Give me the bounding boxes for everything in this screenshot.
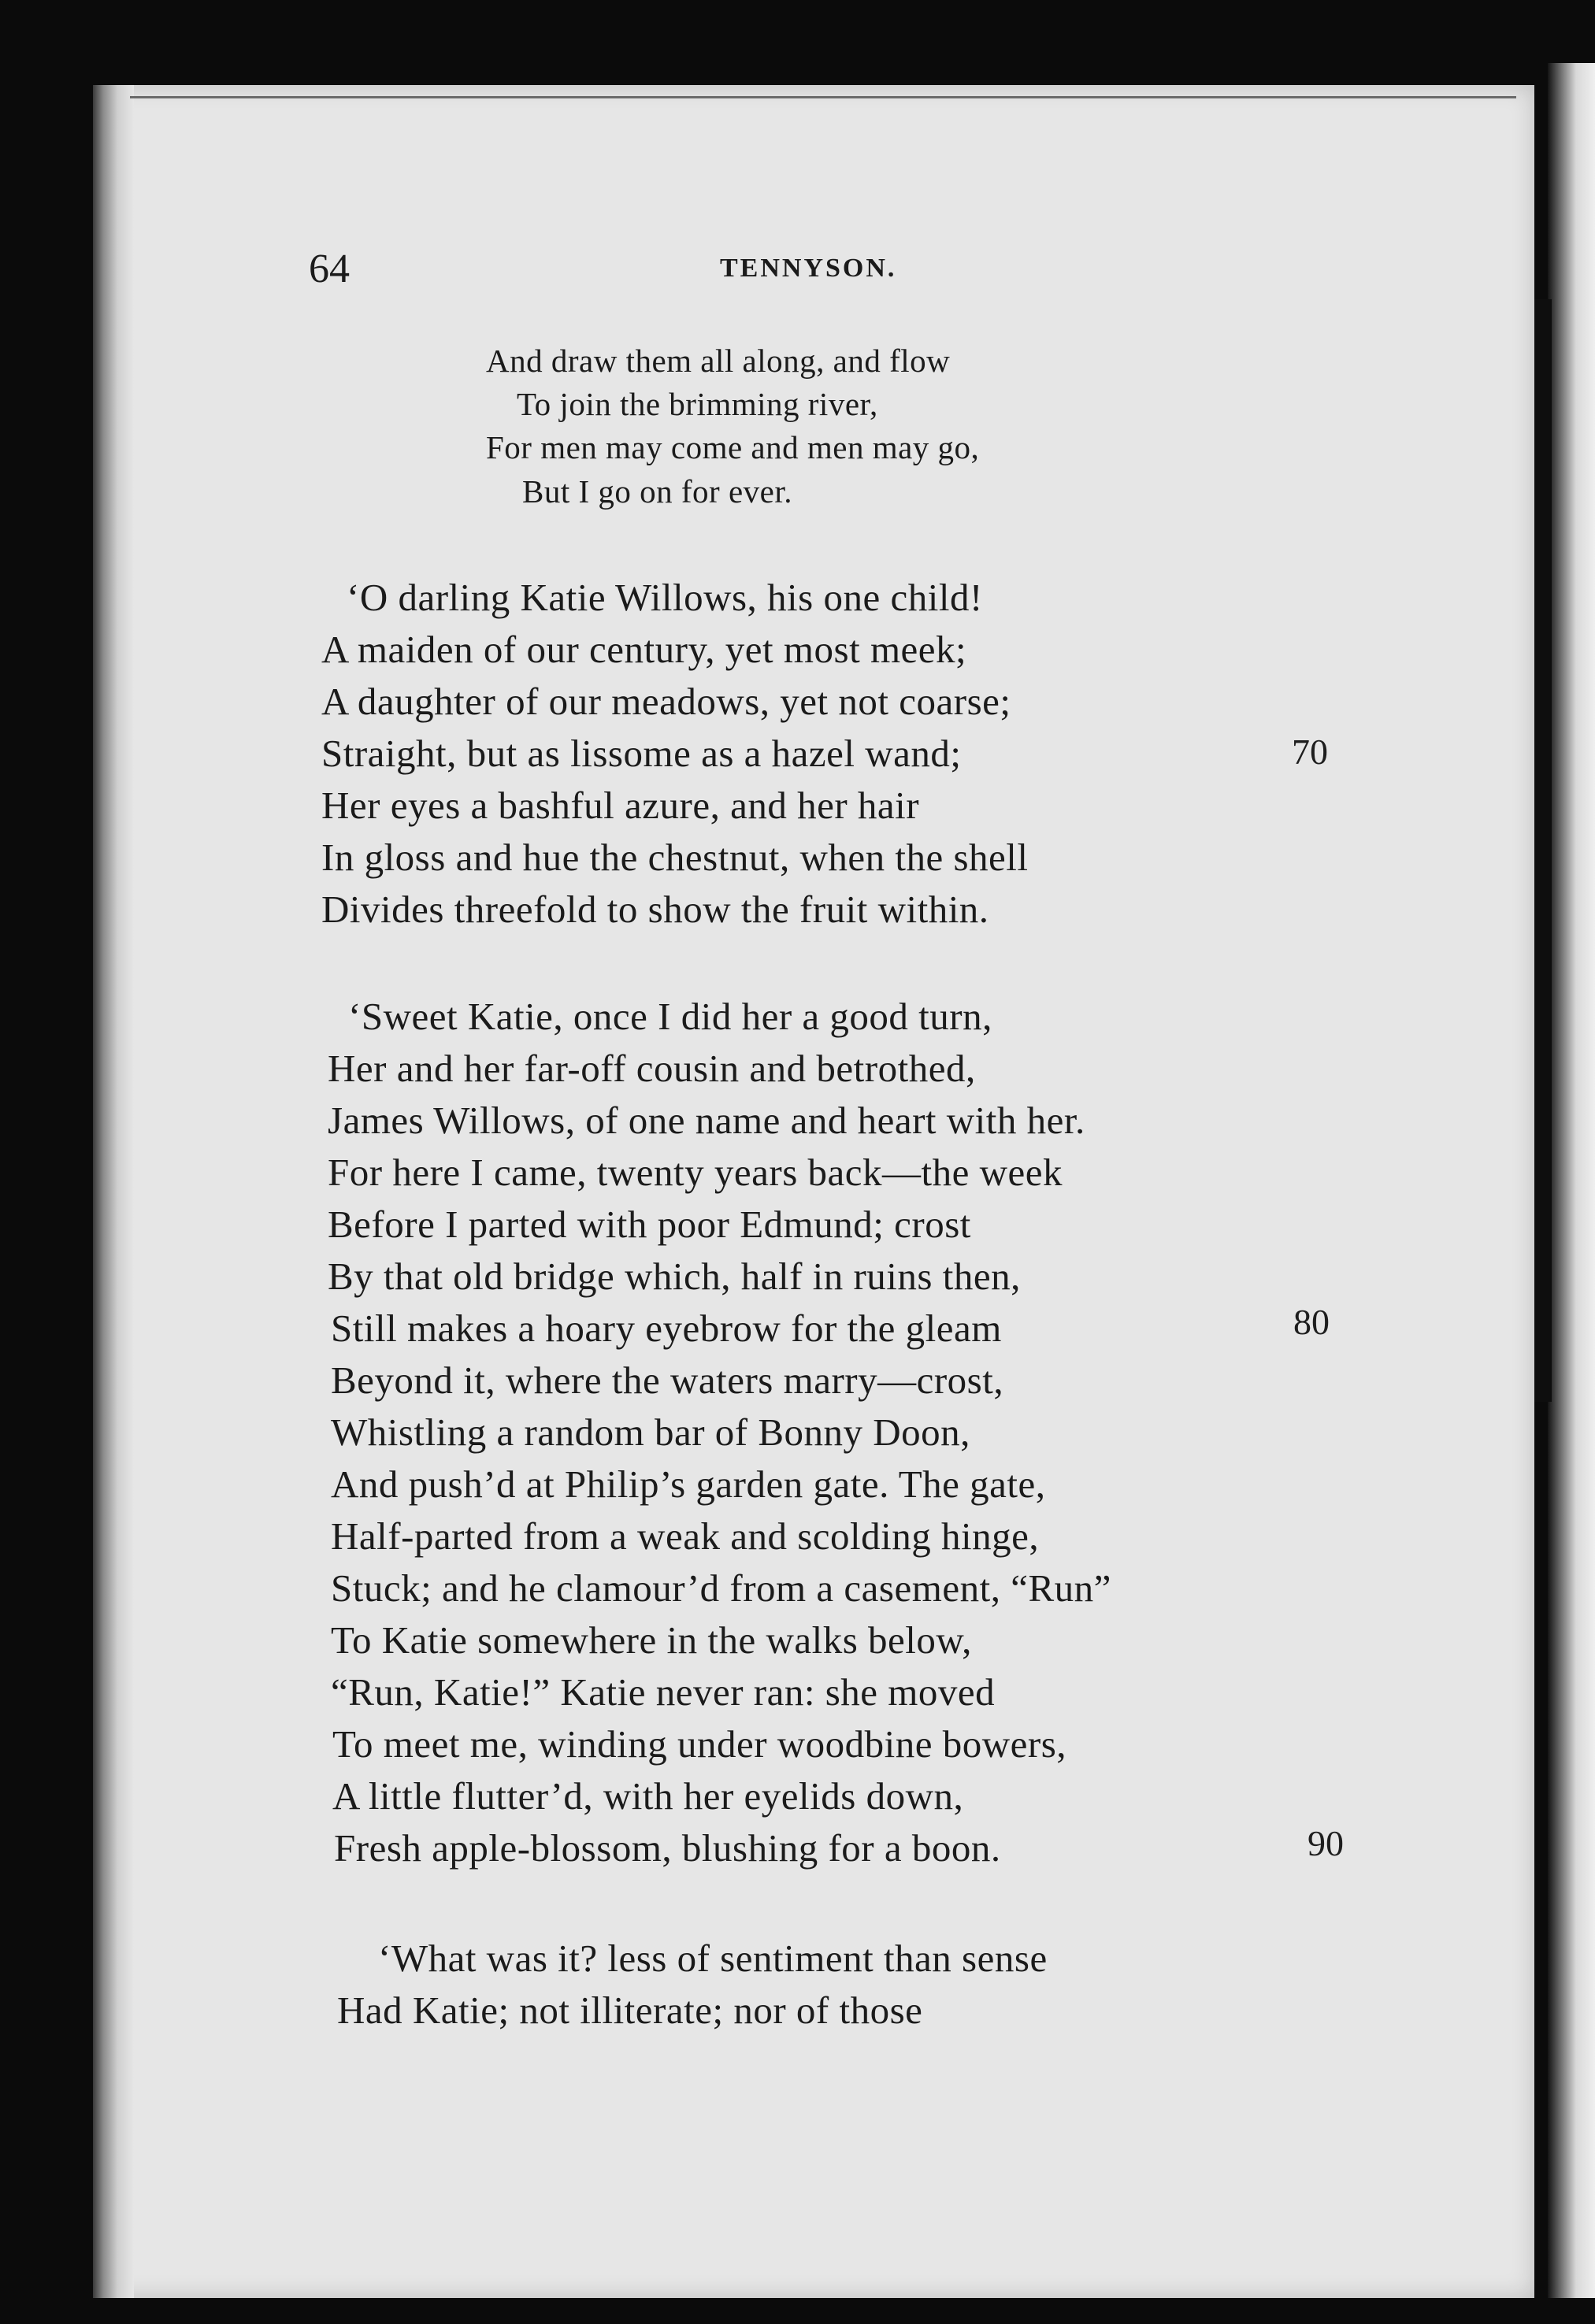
poem-line: Divides threefold to show the fruit within. [321, 888, 989, 931]
line-number: 70 [1292, 732, 1328, 772]
poem-line: Her eyes a bashful azure, and her hair [321, 784, 920, 827]
line-number: 90 [1308, 1823, 1344, 1863]
poem-line: To meet me, winding under woodbine bowers, [332, 1722, 1067, 1766]
facing-page-edge [1548, 63, 1595, 2324]
poem-line: And draw them all along, and flow [486, 343, 951, 379]
poem-line: Still makes a hoary eyebrow for the gleam [331, 1307, 1002, 1350]
poem-line: To Katie somewhere in the walks below, [331, 1618, 972, 1662]
poem-line: A daughter of our meadows, yet not coarse; [321, 680, 1011, 723]
poem-line: ‘What was it? less of sentiment than sense [378, 1937, 1048, 1980]
poem-line: To join the brimming river, [517, 386, 878, 422]
page-gutter-shadow [93, 85, 134, 2298]
poem-line: And push’d at Philip’s garden gate. The gate, [331, 1462, 1046, 1506]
poem-line: Straight, but as lissome as a hazel wand; [321, 732, 962, 775]
poem-line: James Willows, of one name and heart with her. [328, 1099, 1085, 1142]
poem-line: Half-parted from a weak and scolding hinge, [331, 1514, 1040, 1558]
poem-line: By that old bridge which, half in ruins then, [328, 1255, 1021, 1298]
poem-line: A maiden of our century, yet most meek; [321, 628, 967, 671]
poem-line: Had Katie; not illiterate; nor of those [337, 1989, 923, 2032]
poem-line: For here I came, twenty years back—the week [328, 1151, 1063, 1194]
line-number: 80 [1293, 1302, 1330, 1342]
poem-line: Before I parted with poor Edmund; crost [328, 1203, 971, 1246]
poem-line: For men may come and men may go, [486, 429, 980, 465]
facing-page-shadow [1534, 299, 1552, 1402]
poem-line: Her and her far-off cousin and betrothed, [328, 1047, 976, 1090]
page-top-edge [130, 96, 1516, 98]
page-number: 64 [309, 246, 350, 291]
poem-line: Whistling a random bar of Bonny Doon, [331, 1410, 970, 1454]
poem-line: In gloss and hue the chestnut, when the shell [321, 836, 1029, 879]
poem-line: “Run, Katie!” Katie never ran: she moved [331, 1670, 996, 1714]
poem-line: Beyond it, where the waters marry—crost, [331, 1358, 1004, 1402]
poem-line: Fresh apple-blossom, blushing for a boon. [334, 1826, 1001, 1870]
poem-line: But I go on for ever. [522, 473, 792, 510]
poem-line: ‘O darling Katie Willows, his one child! [347, 576, 983, 619]
scan-bottom-border [93, 2298, 1595, 2324]
poem-line: Stuck; and he clamour’d from a casement, “Run” [331, 1566, 1111, 1610]
running-head: TENNYSON. [720, 254, 897, 283]
poem-line: A little flutter’d, with her eyelids down, [332, 1774, 964, 1818]
poem-line: ‘Sweet Katie, once I did her a good turn, [348, 995, 992, 1038]
